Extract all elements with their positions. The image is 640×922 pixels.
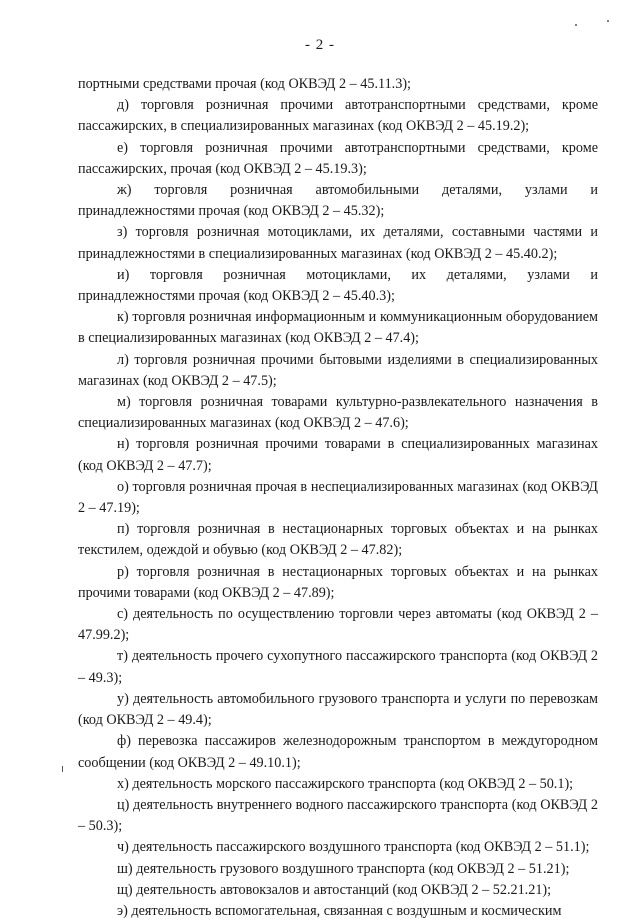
list-item-o: о) торговля розничная прочая в неспециализированных магазинах (код ОКВЭД 2 – 47.19); bbox=[78, 478, 598, 517]
list-item-zh: ж) торговля розничная автомобильными деталями, узлами и принадлежностями прочая (код ОКВЭД 2 – 45.32); bbox=[78, 182, 598, 220]
scan-speck bbox=[62, 766, 63, 772]
list-item-e: е) торговля розничная прочими автотранспортными средствами, кроме пассажирских, прочая (код ОКВЭД 2 – 45.19.3); bbox=[78, 139, 598, 177]
list-item-r: р) торговля розничная в нестационарных торговых объектах и на рынках прочими товарами (код ОКВЭД 2 – 47.89); bbox=[78, 563, 598, 601]
list-item-k: к) торговля розничная информационным и коммуникационным оборудованием в специализированных магазинах (код ОКВЭД 2 – 47.4); bbox=[78, 309, 598, 347]
list-item-d: д) торговля розничная прочими автотранспортными средствами, кроме пассажирских, в специализированных магазинах (код ОКВЭД 2 – 45.19.2); bbox=[78, 97, 598, 135]
scan-speck bbox=[575, 24, 577, 26]
list-item-f: ф) перевозка пассажиров железнодорожным транспортом в междугородном сообщении (код ОКВЭД 2 – 49.10.1); bbox=[78, 733, 598, 771]
scan-speck bbox=[607, 20, 609, 22]
list-item-s: с) деятельность по осуществлению торговли через автоматы (код ОКВЭД 2 – 47.99.2); bbox=[78, 606, 598, 644]
list-item-m: м) торговля розничная товарами культурно-развлекательного назначения в специализированных магазинах (код ОКВЭД 2 – 47.6); bbox=[78, 394, 598, 432]
list-item-z: з) торговля розничная мотоциклами, их деталями, составными частями и принадлежностями в специализированных магазинах (код ОКВЭД 2 – 45.40.2); bbox=[78, 224, 598, 262]
list-item-kh: х) деятельность морского пассажирского транспорта (код ОКВЭД 2 – 50.1); bbox=[117, 775, 574, 792]
list-item-l: л) торговля розничная прочими бытовыми изделиями в специализированных магазинах (код ОКВЭД 2 – 47.5); bbox=[78, 351, 598, 389]
list-item-shch: щ) деятельность автовокзалов и автостанций (код ОКВЭД 2 – 52.21.21); bbox=[117, 881, 552, 898]
list-item-ch: ч) деятельность пассажирского воздушного транспорта (код ОКВЭД 2 – 51.1); bbox=[117, 839, 590, 856]
document-body bbox=[78, 74, 598, 922]
list-item-t: т) деятельность прочего сухопутного пассажирского транспорта (код ОКВЭД 2 – 49.3); bbox=[78, 648, 598, 686]
page-number: - 2 - bbox=[305, 37, 335, 53]
list-item-ts: ц) деятельность внутреннего водного пассажирского транспорта (код ОКВЭД 2 – 50.3); bbox=[78, 796, 598, 835]
list-item-sh: ш) деятельность грузового воздушного транспорта (код ОКВЭД 2 – 51.21); bbox=[117, 860, 570, 877]
paragraph-continuation: портными средствами прочая (код ОКВЭД 2 – 45.11.3); bbox=[78, 76, 411, 92]
list-item-i: и) торговля розничная мотоциклами, их деталями, узлами и принадлежностями прочая (код ОКВЭД 2 – 45.40.3); bbox=[78, 266, 598, 305]
list-item-p: п) торговля розничная в нестационарных торговых объектах и на рынках текстилем, одеждой и обувью (код ОКВЭД 2 – 47.82); bbox=[78, 521, 598, 559]
list-item-e-reverse: э) деятельность вспомогательная, связанная с воздушным и космическим bbox=[117, 902, 562, 919]
list-item-n: н) торговля розничная прочими товарами в специализированных магазинах (код ОКВЭД 2 – 47.7); bbox=[78, 436, 598, 474]
list-item-u: у) деятельность автомобильного грузового транспорта и услуги по перевозкам (код ОКВЭД 2 – 49.4); bbox=[78, 690, 598, 729]
